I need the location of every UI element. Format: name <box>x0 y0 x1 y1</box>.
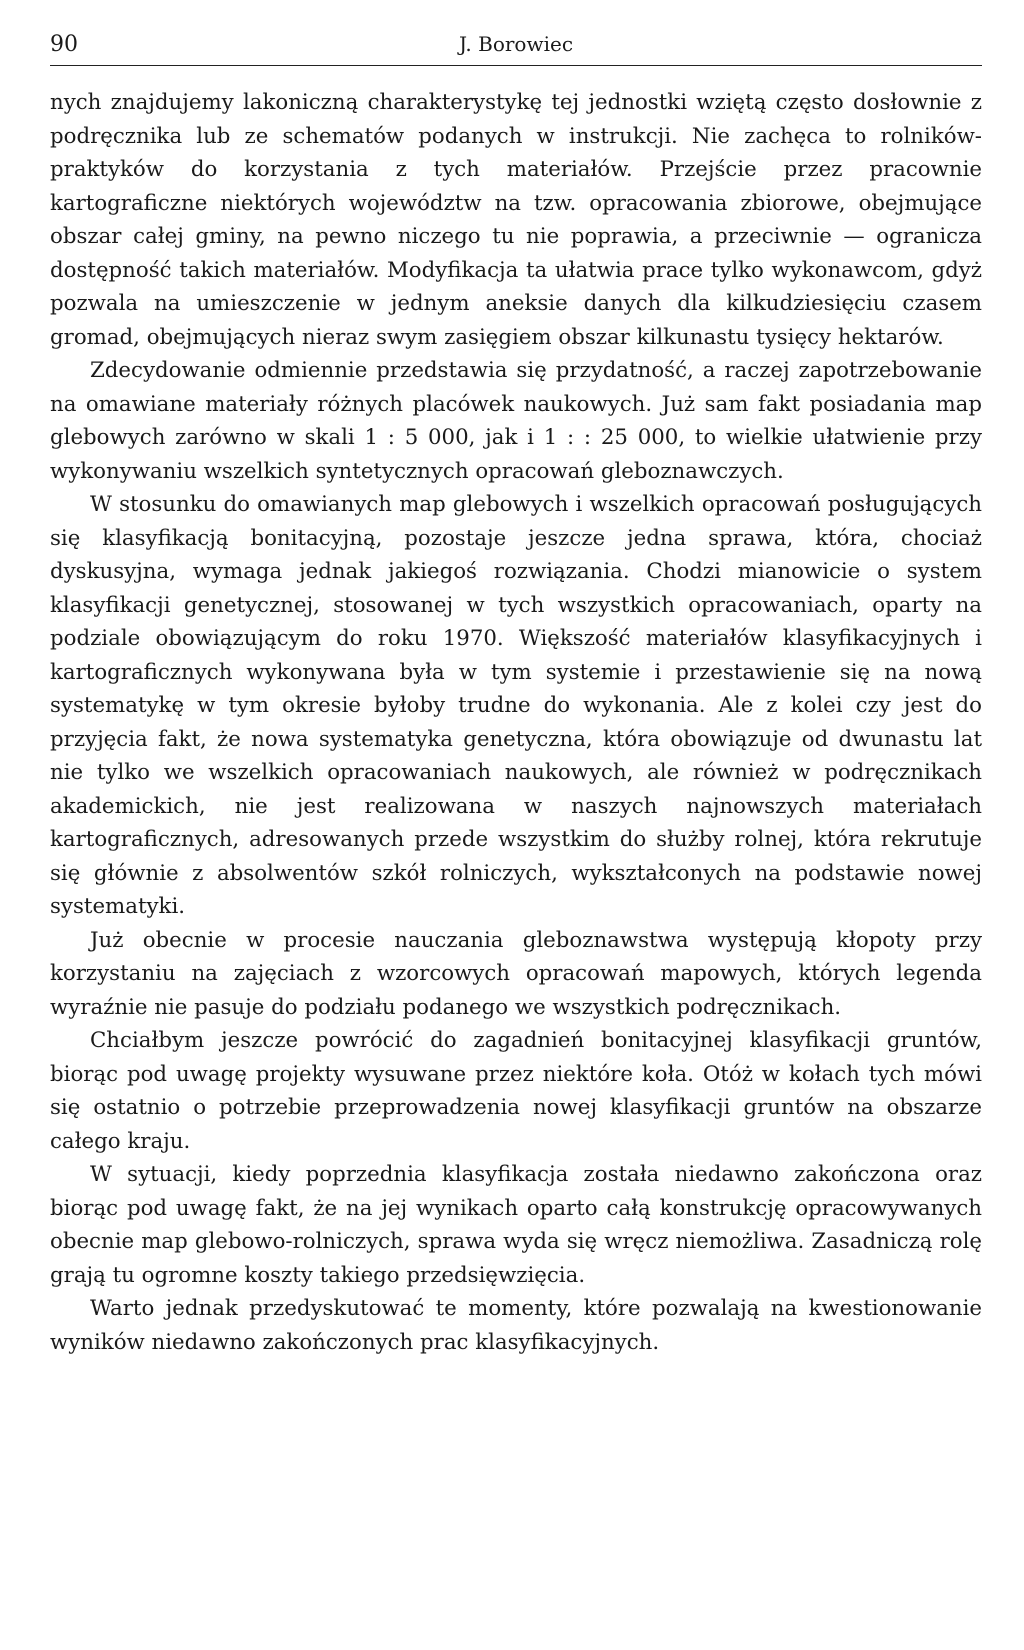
paragraph: Zdecydowanie odmiennie przedstawia się przydatność, a raczej zapotrzebowanie na omawiane materiały różnych placówek naukowych. Już sam fakt posiadania map glebowych zarówno w skali 1 : 5 000, jak i 1 : : 25 000, to wielkie ułatwienie przy wykonywaniu wszelkich syntetycznych opracowań gleboznawczych. <box>50 358 982 484</box>
paragraph: W sytuacji, kiedy poprzednia klasyfikacja została niedawno zakończona oraz biorąc pod uwagę fakt, że na jej wynikach oparto całą konstrukcję opracowywanych obecnie map glebowo-rolniczych, sprawa wyda się wręcz niemożliwa. Zasadniczą rolę grają tu ogromne koszty takiego przedsięwzięcia. <box>50 1162 982 1288</box>
paragraph: Już obecnie w procesie nauczania gleboznawstwa występują kłopoty przy korzystaniu na zajęciach z wzorcowych opracowań mapowych, których legenda wyraźnie nie pasuje do podziału podanego we wszystkich podręcznikach. <box>50 927 982 1020</box>
paragraph: Chciałbym jeszcze powrócić do zagadnień bonitacyjnej klasyfikacji gruntów, biorąc pod uwagę projekty wysuwane przez niektóre koła. Otóż w kołach tych mówi się ostatnio o potrzebie przeprowadzenia nowej klasyfikacji gruntów na obszarze całego kraju. <box>50 1028 982 1154</box>
paragraph-continued: nych znajdujemy lakoniczną charakterystykę tej jednostki wziętą często dosłownie z podręcznika lub ze schematów podanych w instrukcji. Nie zachęca to rolników-praktyków do korzystania z tych materiałów. Przejście przez pracownie kartograficzne niektórych województw na tzw. opracowania zbiorowe, obejmujące obszar całej gminy, na pewno niczego tu nie poprawia, a przeciwnie — ogranicza dostępność takich materiałów. Modyfikacja ta ułatwia prace tylko wykonawcom, gdyż pozwala na umieszczenie w jednym aneksie danych dla kilkudziesięciu czasem gromad, obejmujących nieraz swym zasięgiem obszar kilkunastu tysięcy hektarów. <box>50 90 982 350</box>
header-rule <box>50 65 982 66</box>
page-header <box>50 30 982 60</box>
body-text <box>50 86 982 1359</box>
paragraph: W stosunku do omawianych map glebowych i wszelkich opracowań posługujących się klasyfikacją bonitacyjną, pozostaje jeszcze jedna sprawa, która, chociaż dyskusyjna, wymaga jednak jakiegoś rozwiązania. Chodzi mianowicie o system klasyfikacji genetycznej, stosowanej w tych wszystkich opracowaniach, oparty na podziale obowiązującym do roku 1970. Większość materiałów klasyfikacyjnych i kartograficznych wykonywana była w tym systemie i przestawienie się na nową systematykę w tym okresie byłoby trudne do wykonania. Ale z kolei czy jest do przyjęcia fakt, że nowa systematyka genetyczna, która obowiązuje od dwunastu lat nie tylko we wszelkich opracowaniach naukowych, ale również w podręcznikach akademickich, nie jest realizowana w naszych najnowszych materiałach kartograficznych, adresowanych przede wszystkim do służby rolnej, która rekrutuje się głównie z absolwentów szkół rolniczych, wykształconych na podstawie nowej systematyki. <box>50 492 982 919</box>
book-page <box>50 30 982 1359</box>
paragraph: Warto jednak przedyskutować te momenty, które pozwalają na kwestionowanie wyników niedawno zakończonych prac klasyfikacyjnych. <box>50 1296 982 1355</box>
running-head: J. Borowiec <box>458 32 574 56</box>
page-number: 90 <box>50 32 78 57</box>
